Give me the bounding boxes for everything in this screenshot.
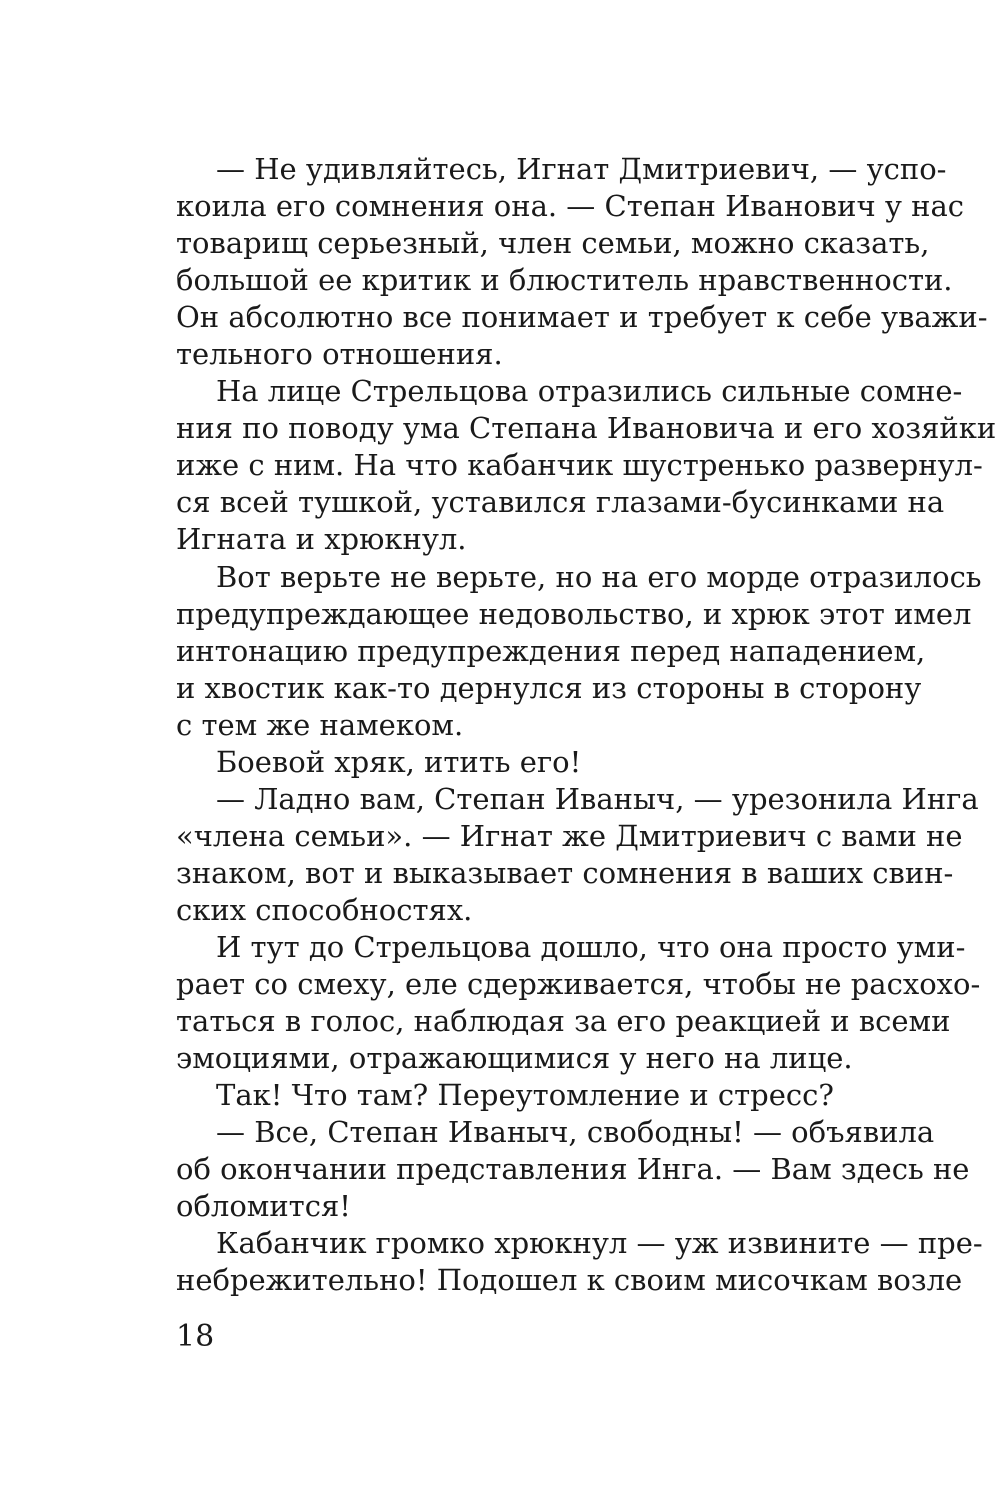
text-line: товарищ серьезный, член семьи, можно сказать, xyxy=(176,226,930,260)
text-line: Игната и хрюкнул. xyxy=(176,522,467,556)
text-line: иже с ним. На что кабанчик шустренько развернул- xyxy=(176,448,983,482)
text-line: большой ее критик и блюститель нравственности. xyxy=(176,263,953,297)
text-line: коила его сомнения она. — Степан Иванович у нас xyxy=(176,189,964,223)
text-line: обломится! xyxy=(176,1189,351,1223)
text-line: интонацию предупреждения перед нападением, xyxy=(176,634,926,668)
text-line: небрежительно! Подошел к своим мисочкам возле xyxy=(176,1263,963,1297)
text-line: знаком, вот и выказывает сомнения в ваших свин- xyxy=(176,856,954,890)
text-line: ских способностях. xyxy=(176,893,473,927)
text-line: ся всей тушкой, уставился глазами-бусинками на xyxy=(176,485,945,519)
text-line: тельного отношения. xyxy=(176,337,503,371)
text-line: ния по поводу ума Степана Ивановича и его хозяйки xyxy=(176,411,997,445)
text-line: «члена семьи». — Игнат же Дмитриевич с вами не xyxy=(176,819,963,853)
text-line: таться в голос, наблюдая за его реакцией и всеми xyxy=(176,1004,951,1038)
text-line: и хвостик как-то дернулся из стороны в сторону xyxy=(176,671,922,705)
page-number: 18 xyxy=(176,1319,215,1354)
text-line: предупреждающее недовольство, и хрюк этот имел xyxy=(176,597,972,631)
text-line: с тем же намеком. xyxy=(176,708,464,742)
text-line: об окончании представления Инга. — Вам здесь не xyxy=(176,1152,970,1186)
text-line: Боевой хряк, итить его! xyxy=(216,745,582,779)
text-line: — Ладно вам, Степан Иваныч, — урезонила Инга xyxy=(216,782,979,816)
text-line: — Все, Степан Иваныч, свободны! — объявила xyxy=(216,1115,935,1149)
text-line: эмоциями, отражающимися у него на лице. xyxy=(176,1041,853,1075)
text-line: Кабанчик громко хрюкнул — уж извините — пре- xyxy=(216,1226,983,1260)
text-line: И тут до Стрельцова дошло, что она просто уми- xyxy=(216,930,966,964)
book-page-text xyxy=(176,0,997,1496)
text-line: На лице Стрельцова отразились сильные сомне- xyxy=(216,374,963,408)
text-line: рает со смеху, еле сдерживается, чтобы не расхохо- xyxy=(176,967,981,1001)
text-line: Так! Что там? Переутомление и стресс? xyxy=(216,1078,834,1112)
text-line: Вот верьте не верьте, но на его морде отразилось xyxy=(216,560,982,594)
text-line: Он абсолютно все понимает и требует к себе уважи- xyxy=(176,300,988,334)
text-line: — Не удивляйтесь, Игнат Дмитриевич, — успо- xyxy=(216,152,947,186)
